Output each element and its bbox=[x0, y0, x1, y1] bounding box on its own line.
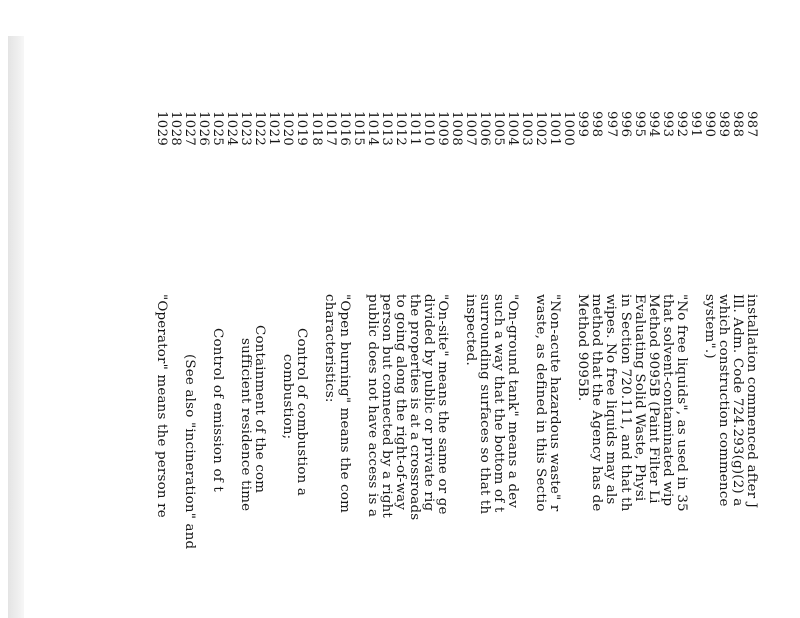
line-number: 1021 bbox=[266, 111, 282, 147]
text-line: to going along the right-of-way bbox=[392, 294, 408, 511]
text-line: installation commenced after J bbox=[744, 294, 759, 509]
text-line: which construction commence bbox=[715, 294, 731, 507]
text-line: (See also "incineration" and bbox=[182, 354, 197, 550]
text-line: that solvent-contaminated wip bbox=[659, 294, 675, 507]
line-number: 997 bbox=[603, 111, 619, 138]
line-number: 1017 bbox=[322, 111, 338, 147]
line-number: 996 bbox=[617, 111, 633, 138]
line-number: 1011 bbox=[406, 111, 422, 147]
text-line: the properties is at a crossroads bbox=[406, 294, 422, 521]
text-line: Evaluating Solid Waste, Physi bbox=[631, 294, 647, 502]
line-number: 1028 bbox=[168, 111, 184, 147]
text-line: characteristics: bbox=[322, 294, 338, 403]
line-number: 1024 bbox=[224, 111, 240, 147]
line-number: 988 bbox=[729, 111, 745, 138]
line-number: 1018 bbox=[308, 111, 324, 147]
line-number: 990 bbox=[701, 111, 717, 138]
line-number: 995 bbox=[631, 111, 647, 138]
line-number: 1013 bbox=[378, 111, 394, 147]
text-line: "No free liquids", as used in 35 bbox=[673, 294, 689, 512]
text-line: "Operator" means the person re bbox=[153, 294, 169, 518]
text-line: "Non-acute hazardous waste" r bbox=[547, 294, 563, 512]
text-line: Method 9095B. bbox=[575, 294, 591, 402]
line-number: 1004 bbox=[505, 111, 521, 147]
line-number: 1019 bbox=[294, 111, 310, 147]
text-line: waste, as defined in this Sectio bbox=[533, 294, 549, 512]
text-line: Control of combustion a bbox=[294, 328, 310, 497]
text-line: such a way that the bottom of t bbox=[491, 294, 507, 513]
text-line: "On-ground tank" means a dev bbox=[505, 294, 521, 509]
text-line: "Open burning" means the com bbox=[336, 294, 352, 514]
line-number: 1027 bbox=[182, 111, 198, 147]
line-number: 1007 bbox=[463, 111, 479, 147]
text-line: Containment of the com bbox=[252, 325, 268, 494]
line-number: 998 bbox=[589, 111, 605, 138]
line-number: 1005 bbox=[491, 111, 507, 147]
text-line: divided by public or private rig bbox=[420, 294, 436, 512]
line-number: 999 bbox=[575, 111, 591, 138]
text-line: Control of emission of t bbox=[210, 328, 226, 492]
line-number: 1020 bbox=[280, 111, 296, 147]
text-line: public does not have access is a bbox=[364, 294, 380, 518]
text-line: method that the Agency has de bbox=[589, 294, 605, 512]
line-number: 994 bbox=[645, 111, 661, 138]
text-line: surrounding surfaces so that th bbox=[477, 294, 493, 515]
text-line: person but connected by a right bbox=[378, 294, 394, 519]
text-line: inspected. bbox=[463, 294, 478, 366]
text-line: sufficient residence time bbox=[238, 338, 254, 512]
line-number: 1009 bbox=[434, 111, 450, 147]
line-number: 1010 bbox=[420, 111, 436, 147]
line-number: 992 bbox=[673, 111, 689, 138]
text-line: in Section 720.111, and that th bbox=[617, 294, 633, 512]
line-number: 1008 bbox=[449, 111, 465, 147]
line-number: 1012 bbox=[392, 111, 408, 147]
line-number: 1015 bbox=[350, 111, 366, 147]
line-number: 1002 bbox=[533, 111, 549, 147]
line-number: 1006 bbox=[477, 111, 493, 147]
line-number: 1016 bbox=[336, 111, 352, 147]
line-number: 1014 bbox=[364, 111, 380, 147]
text-line: Method 9095B (Paint Filter Li bbox=[645, 294, 661, 504]
document-text-body bbox=[153, 0, 759, 618]
text-line: combustion; bbox=[280, 354, 296, 440]
line-number: 991 bbox=[687, 111, 703, 138]
text-line: system".) bbox=[701, 294, 717, 359]
text-line: Ill. Adm. Code 724.293(g)(2) a bbox=[729, 294, 745, 507]
line-number: 1001 bbox=[547, 111, 563, 147]
line-number: 1023 bbox=[238, 111, 254, 147]
line-number: 993 bbox=[659, 111, 675, 138]
line-number: 987 bbox=[744, 111, 759, 138]
line-number: 989 bbox=[715, 111, 731, 138]
line-number: 1000 bbox=[561, 111, 577, 147]
line-number: 1025 bbox=[210, 111, 226, 147]
line-number: 1029 bbox=[154, 111, 170, 147]
line-number: 1026 bbox=[196, 111, 212, 147]
text-line: wipes. No free liquids may als bbox=[603, 294, 619, 505]
text-line: "On-site" means the same or ge bbox=[434, 294, 450, 515]
line-number: 1003 bbox=[519, 111, 535, 147]
line-number: 1022 bbox=[252, 111, 268, 147]
